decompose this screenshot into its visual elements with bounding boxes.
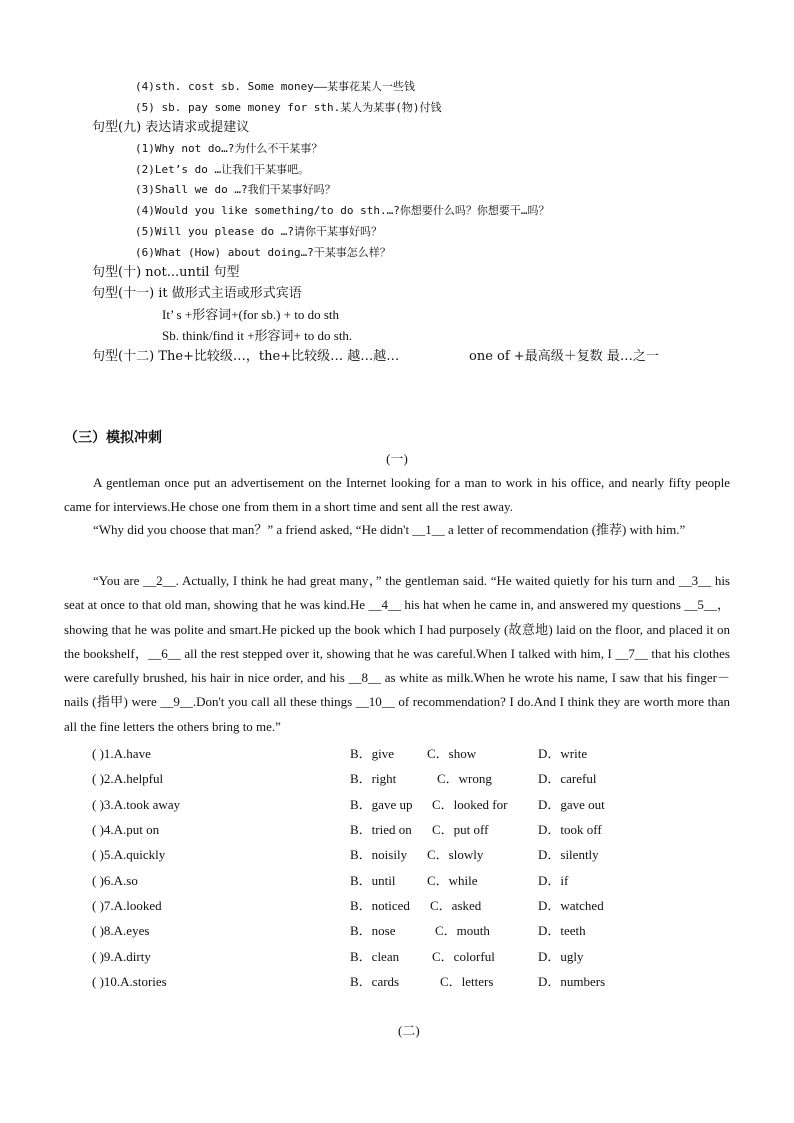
part-label: (一): [386, 451, 408, 466]
option-c: C．while: [427, 873, 478, 888]
pattern10-title: 句型(十) not...until 句型: [92, 265, 240, 280]
question-stem: ( )3.A.took away: [92, 797, 181, 812]
pattern11-title: 句型(十一) it 做形式主语或形式宾语: [92, 286, 302, 301]
pattern9-title: 句型(九) 表达请求或提建议: [92, 120, 250, 135]
option-b: B．clean: [350, 949, 400, 964]
option-b: B．tried on: [350, 822, 412, 837]
pattern-line: (5)Will you please do …?请你干某事好吗？: [135, 225, 382, 238]
option-d: D．teeth: [538, 923, 586, 938]
option-d: D．watched: [538, 898, 604, 913]
pattern-line: (4)Would you like something/to do sth.…?你想要什么吗？你想要干…吗？: [135, 204, 550, 217]
option-c: C．show: [427, 746, 477, 761]
option-c: C．letters: [440, 974, 494, 989]
option-d: D．numbers: [538, 974, 606, 989]
part-label: (二): [398, 1023, 420, 1038]
pattern-line: It’ s +形容词+(for sb.) + to do sth: [162, 307, 340, 322]
option-b: B．give: [350, 746, 395, 761]
section-title: （三）模拟冲刺: [64, 430, 162, 446]
pattern-line: (1)Why not do…?为什么不干某事？: [135, 142, 323, 155]
option-c: C．mouth: [435, 923, 490, 938]
pattern-line: (5) sb. pay some money for sth.某人为某事(物)付钱: [135, 101, 442, 114]
question-stem: ( )4.A.put on: [92, 822, 160, 837]
option-b: B．right: [350, 771, 397, 786]
pattern12-right: one of +最高级＋复数 最…之一: [469, 349, 659, 364]
option-c: C．colorful: [432, 949, 495, 964]
question-stem: ( )1.A.have: [92, 746, 151, 761]
question-stem: ( )2.A.helpful: [92, 771, 164, 786]
option-b: B．noticed: [350, 898, 410, 913]
option-d: D．took off: [538, 822, 602, 837]
pattern12-left: 句型(十二) The+比较级…，the+比较级… 越…越…: [92, 349, 400, 364]
option-c: C．put off: [432, 822, 489, 837]
option-b: B．noisily: [350, 847, 408, 862]
option-b: B．cards: [350, 974, 400, 989]
pattern-line: (2)Let’s do …让我们干某事吧。: [135, 163, 310, 176]
option-c: C．slowly: [427, 847, 484, 862]
question-stem: ( )9.A.dirty: [92, 949, 151, 964]
option-d: D．silently: [538, 847, 599, 862]
pattern-line: (6)What (How) about doing…?干某事怎么样？: [135, 246, 391, 259]
option-b: B．nose: [350, 923, 396, 938]
question-stem: ( )8.A.eyes: [92, 923, 150, 938]
pattern-line: Sb. think/find it +形容词+ to do sth.: [162, 328, 353, 343]
passage-paragraph: “Why did you choose that man？” a friend asked, “He didn't __1__ a letter of recommendation (推荐) with him.”: [93, 522, 686, 537]
option-c: C．wrong: [437, 771, 492, 786]
passage-paragraph: “You are __2__. Actually, I think he had great many，” the gentleman said. “He waited quietly for his turn and __3__ his seat at once to that old man, showing that he was kind.He __4__ his hat when he came in, and answered my questions __5__， showing that he was polite and smart.He picked up the book which I had purposely (故意地) laid on the floor, and placed it on the bookshelf，__6__ all the rest stepped over it, showing that he was careful.When I talked with him, I __7__ that his clothes were carefully brushed, his hair in nice order, and his __8__ as white as milk.When he wrote his name, I saw that his finger－nails (指甲) were __9__.Don't you call all these things __10__ of recommendation? I do.And I think they are worth more than all the fine letters the others bring to me.”: [64, 573, 730, 734]
pattern-line: (3)Shall we do …?我们干某事好吗？: [135, 183, 336, 196]
option-d: D．ugly: [538, 949, 584, 964]
passage-paragraph: A gentleman once put an advertisement on the Internet looking for a man to work in his office, and nearly fifty people came for interviews.He chose one from them in a short time and sent all the rest away.: [64, 475, 730, 515]
option-d: D．gave out: [538, 797, 605, 812]
pattern-line: (4)sth. cost sb. Some money——某事花某人一些钱: [135, 80, 416, 93]
option-c: C．looked for: [432, 797, 508, 812]
option-d: D．write: [538, 746, 588, 761]
question-stem: ( )6.A.so: [92, 873, 138, 888]
question-stem: ( )5.A.quickly: [92, 847, 166, 862]
option-d: D．if: [538, 873, 569, 888]
option-b: B．until: [350, 873, 396, 888]
option-d: D．careful: [538, 771, 597, 786]
option-c: C．asked: [430, 898, 482, 913]
option-b: B．gave up: [350, 797, 413, 812]
question-stem: ( )10.A.stories: [92, 974, 167, 989]
question-stem: ( )7.A.looked: [92, 898, 162, 913]
